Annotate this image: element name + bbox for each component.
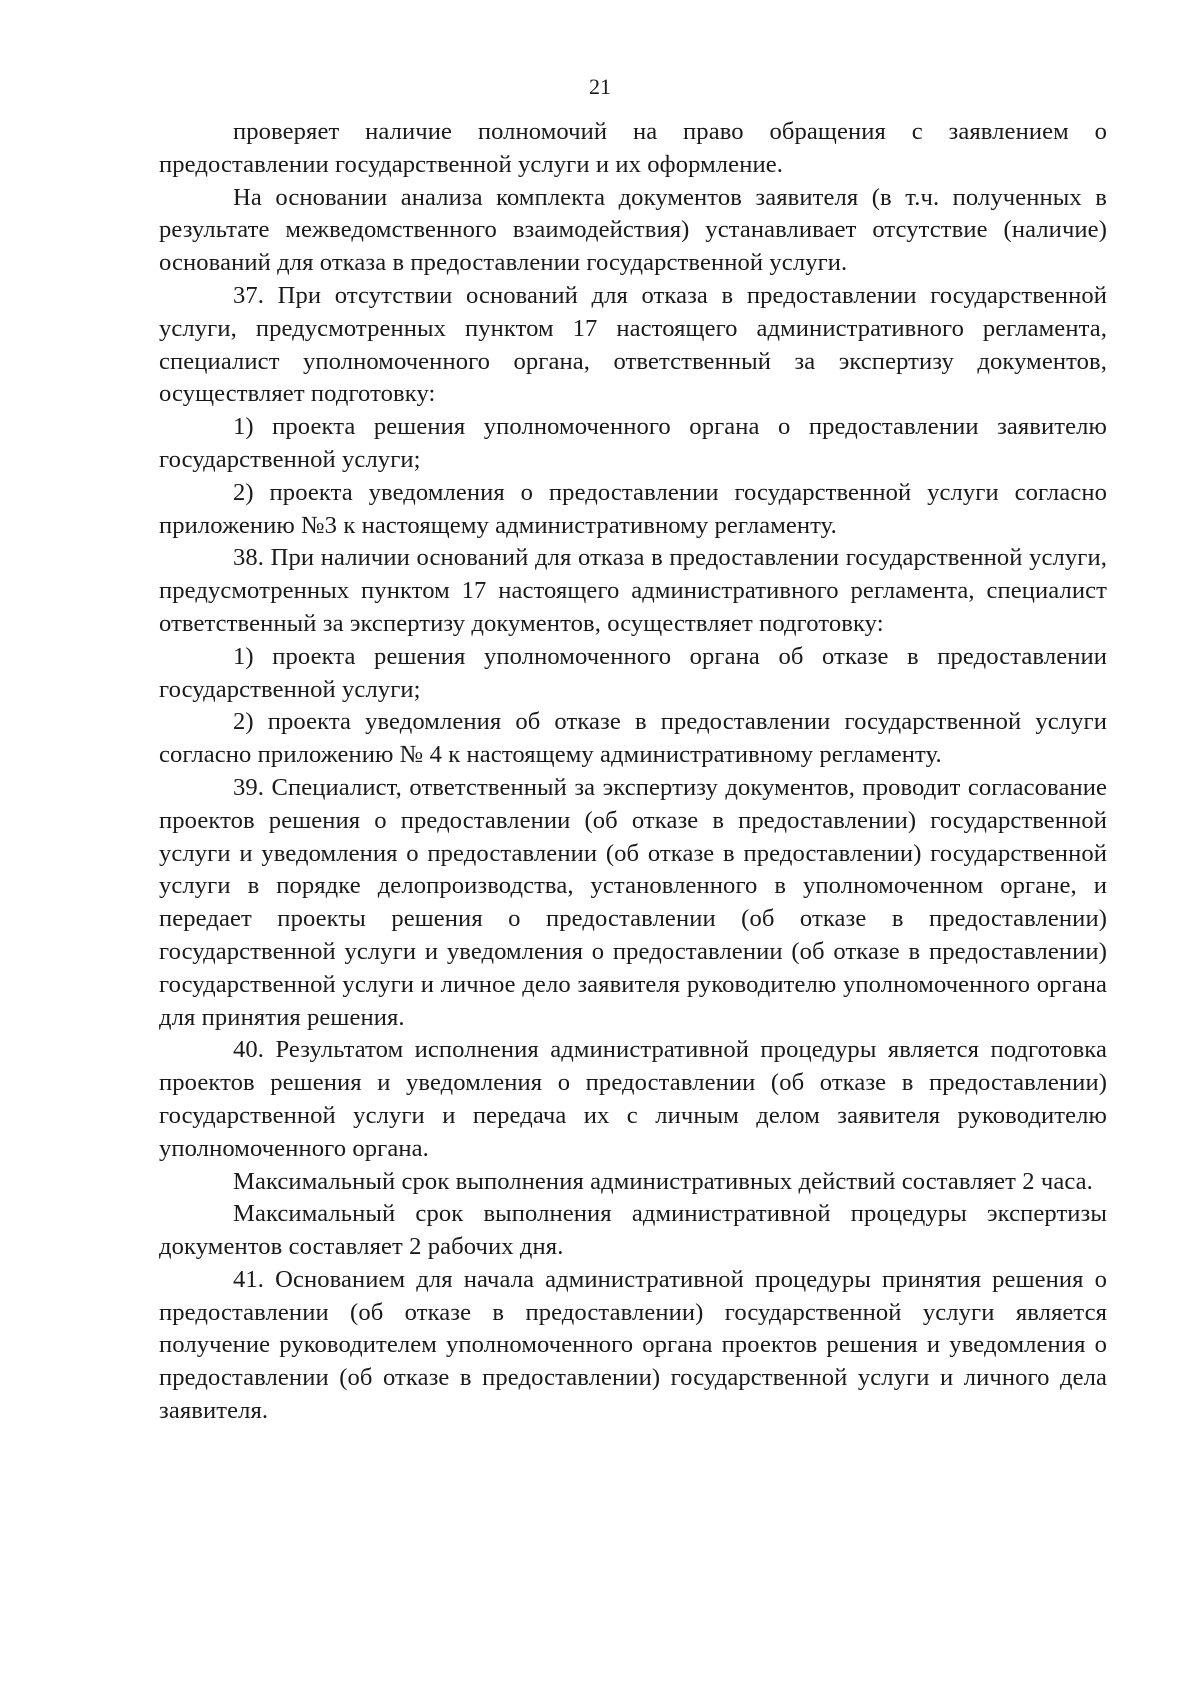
paragraph-item-37-sub-2: 2) проекта уведомления о предоставлении государственной услуги согласно приложению №3 к настоящему административному регламенту. (159, 478, 1107, 539)
page-number: 21 (589, 74, 611, 99)
paragraph-analysis: На основании анализа комплекта документов заявителя (в т.ч. полученных в результате межведомственного взаимодействия) устанавливает отсутствие (наличие) оснований для отказа в предоставлении государственной услуги. (159, 183, 1107, 277)
paragraph-continuation: проверяет наличие полномочий на право обращения с заявлением о предоставлении государственной услуги и их оформление. (159, 118, 1107, 178)
paragraph-item-41: 41. Основанием для начала административной процедуры принятия решения о предоставлении (об отказе в предоставлении) государственной услуги является получение руководителем уполномоченного органа проектов решения и уведомления о предоставлении (об отказе в предоставлении) государственной услуги и личного дела заявителя. (159, 1265, 1107, 1425)
paragraph-item-39: 39. Специалист, ответственный за экспертизу документов, проводит согласование проектов решения о предоставлении (об отказе в предоставлении) государственной услуги и уведомления о предоставлении (об отказе в предоставлении) государственной услуги в порядке делопроизводства, установленного в уполномоченном органе, и передает проекты решения о предоставлении (об отказе в предоставлении) государственной услуги и уведомления о предоставлении (об отказе в предоставлении) государственной услуги и личное дело заявителя руководителю уполномоченного органа для принятия решения. (159, 773, 1107, 1031)
paragraph-item-38-sub-1: 1) проекта решения уполномоченного органа об отказе в предоставлении государственной услуги; (159, 642, 1107, 703)
paragraph-item-38-sub-2: 2) проекта уведомления об отказе в предоставлении государственной услуги согласно приложению № 4 к настоящему административному регламенту. (159, 708, 1107, 769)
paragraph-item-38: 38. При наличии оснований для отказа в предоставлении государственной услуги, предусмотренных пунктом 17 настоящего административного регламента, специалист ответственный за экспертизу документов, осуществляет подготовку: (159, 544, 1107, 637)
paragraph-max-term-procedure: Максимальный срок выполнения административной процедуры экспертизы документов составляет 2 рабочих дня. (159, 1200, 1107, 1261)
paragraph-item-40: 40. Результатом исполнения административной процедуры является подготовка проектов решения и уведомления о предоставлении (об отказе в предоставлении) государственной услуги и передача их с личным делом заявителя руководителю уполномоченного органа. (159, 1036, 1107, 1162)
paragraph-max-term-actions: Максимальный срок выполнения административных действий составляет 2 часа. (233, 1167, 1093, 1195)
document-body (159, 116, 1107, 1428)
paragraph-item-37-sub-1: 1) проекта решения уполномоченного органа о предоставлении заявителю государственной услуги; (159, 413, 1107, 473)
paragraph-item-37: 37. При отсутствии оснований для отказа в предоставлении государственной услуги, предусмотренных пунктом 17 настоящего административного регламента, специалист уполномоченного органа, ответственный за экспертизу документов, осуществляет подготовку: (159, 281, 1107, 408)
